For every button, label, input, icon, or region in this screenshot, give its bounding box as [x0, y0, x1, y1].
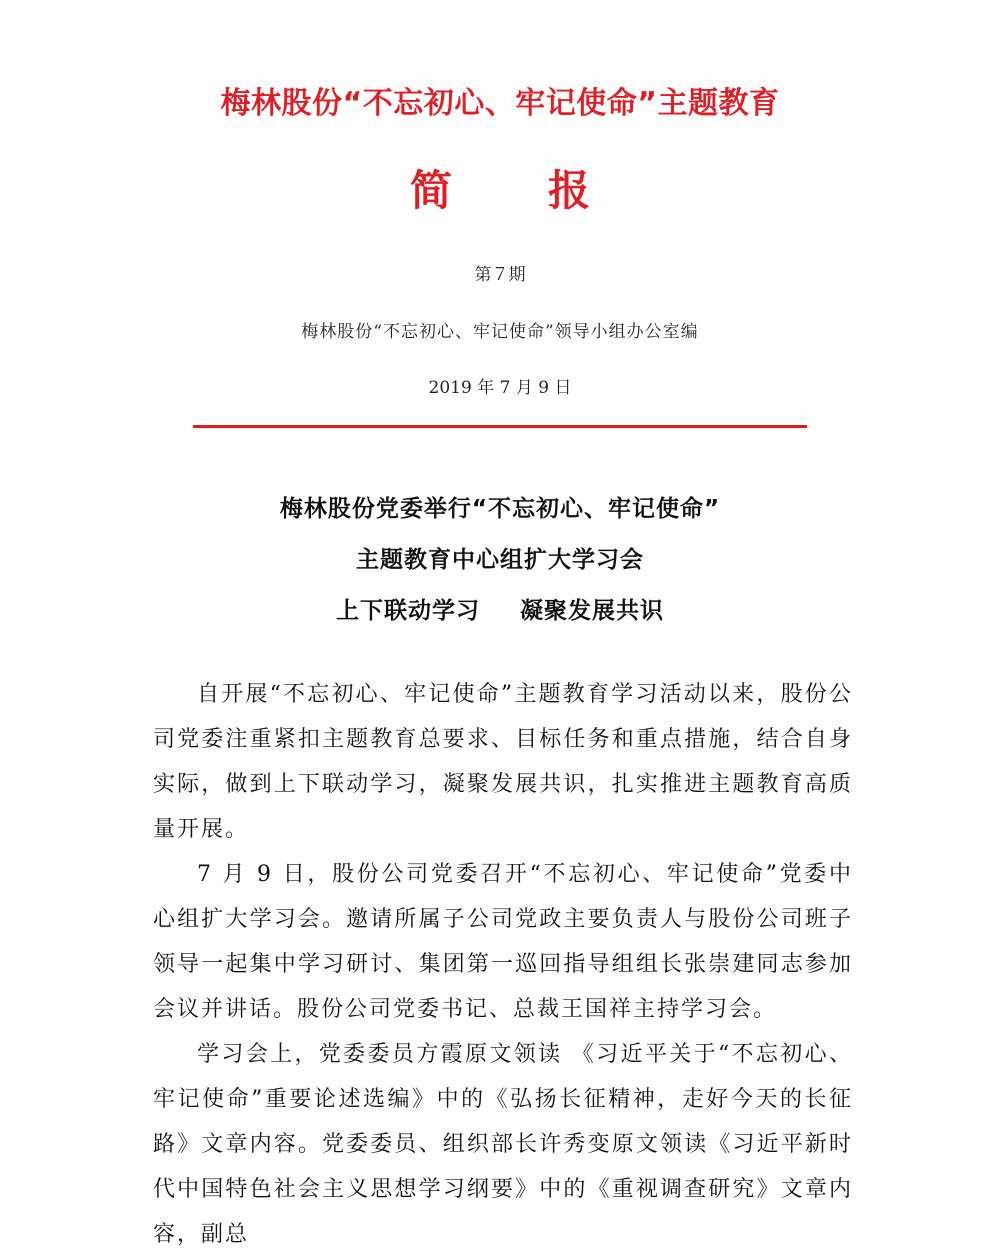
issue-number: 第７期 — [474, 265, 526, 285]
headline-line-3 — [0, 592, 1000, 625]
headline-line-3b: 凝聚发展共识 — [520, 598, 664, 624]
paragraph: 7 月 9 日，股份公司党委召开“不忘初心、牢记使命”党委中心组扩大学习会。邀请所属子公司党政主要负责人与股份公司班子领导一起集中学习研讨、集团第一巡回指导组组长张崇建同志参加会议并讲话。股份公司党委书记、总裁王国祥主持学习会。 — [153, 862, 853, 1022]
headline-line-2: 主题教育中心组扩大学习会 — [356, 547, 644, 573]
paragraph: 学习会上，党委委员方霞原文领读 《习近平关于“不忘初心、牢记使命”重要论述选编》中的《弘扬长征精神，走好今天的长征路》文章内容。党委委员、组织部长许秀变原文领读《习近平新时代中国特色社会主义思想学习纲要》中的《重视调查研究》文章内容，副总 — [153, 1042, 853, 1247]
article-body — [153, 672, 853, 1257]
issue-date: 2019 年 7 月 9 日 — [428, 378, 572, 398]
paragraph: 自开展“不忘初心、牢记使命”主题教育学习活动以来，股份公司党委注重紧扣主题教育总要求、目标任务和重点措施，结合自身实际，做到上下联动学习，凝聚发展共识，扎实推进主题教育高质量开展。 — [153, 682, 853, 842]
masthead-title: 梅林股份“不忘初心、牢记使命”主题教育 — [220, 86, 780, 121]
masthead-name-char-1: 简 — [409, 166, 452, 215]
headline-line-3a: 上下联动学习 — [336, 598, 480, 624]
headline-line-1: 梅林股份党委举行“不忘初心、牢记使命” — [279, 496, 721, 522]
masthead-name-char-2: 报 — [548, 166, 591, 215]
red-divider — [193, 425, 807, 428]
masthead-name — [0, 158, 1000, 218]
editor-line: 梅林股份“不忘初心、牢记使命”领导小组办公室编 — [301, 322, 699, 342]
